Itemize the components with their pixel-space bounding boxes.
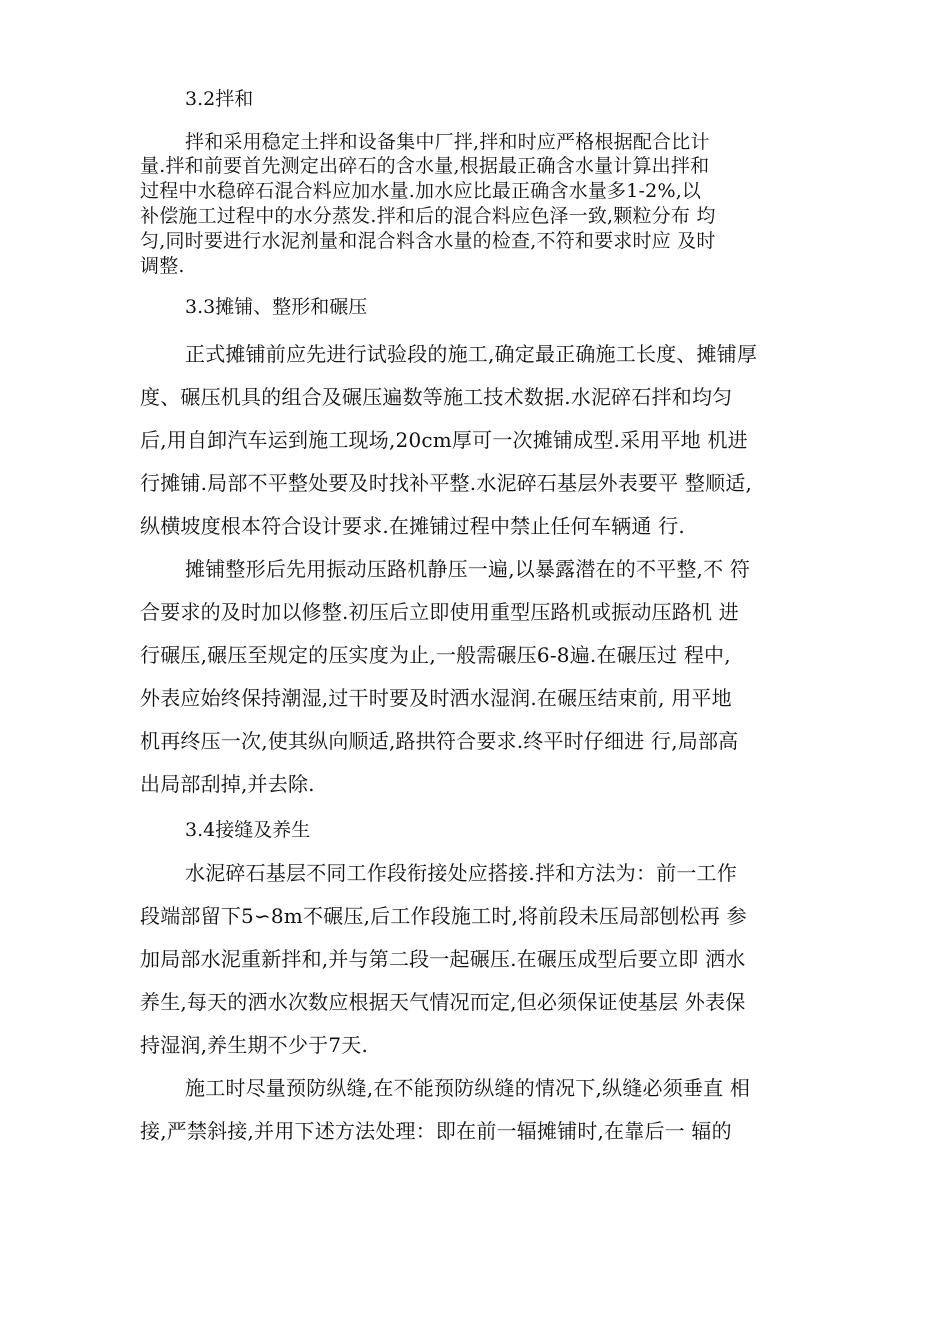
paragraph-line: 机再终压一次,使其纵向顺适,路拱符合要求.终平时仔细进 行,局部高: [140, 729, 739, 753]
paragraph-line: 补偿施工过程中的水分蒸发.拌和后的混合料应色泽一致,颗粒分布 均: [140, 205, 716, 227]
paragraph-line: 正式摊铺前应先进行试验段的施工,确定最正确施工长度、摊铺厚: [185, 342, 758, 366]
section-heading: 3.4接缝及养生: [185, 819, 311, 841]
paragraph-line: 匀,同时要进行水泥剂量和混合料含水量的检查,不符和要求时应 及时: [140, 230, 716, 252]
paragraph-line: 外表应始终保持潮湿,过干时要及时洒水湿润.在碾压结束前, 用平地: [140, 686, 732, 710]
paragraph-line: 拌和采用稳定土拌和设备集中厂拌,拌和时应严格根据配合比计: [185, 131, 710, 153]
paragraph-line: 过程中水稳碎石混合料应加水量.加水应比最正确含水量多1-2%,以: [140, 180, 702, 202]
section-heading: 3.3摊铺、整形和碾压: [185, 296, 368, 318]
paragraph-line: 摊铺整形后先用振动压路机静压一遍,以暴露潜在的不平整,不 符: [185, 557, 751, 581]
paragraph-line: 水泥碎石基层不同工作段衔接处应搭接.拌和方法为：前一工作: [185, 861, 737, 885]
paragraph-line: 行碾压,碾压至规定的压实度为止,一般需碾压6-8遍.在碾压过 程中,: [140, 643, 731, 667]
paragraph-line: 调整.: [140, 255, 185, 277]
paragraph-line: 量.拌和前要首先测定出碎石的含水量,根据最正确含水量计算出拌和: [140, 155, 710, 177]
paragraph-line: 出局部刮掉,并去除.: [140, 772, 315, 796]
section-heading: 3.2拌和: [185, 88, 254, 110]
paragraph-line: 养生,每天的洒水次数应根据天气情况而定,但必须保证使基层 外表保: [140, 990, 746, 1014]
paragraph-line: 合要求的及时加以修整.初压后立即使用重型压路机或振动压路机 进: [140, 600, 739, 624]
paragraph-line: 纵横坡度根本符合设计要求.在摊铺过程中禁止任何车辆通 行.: [140, 514, 685, 538]
paragraph-line: 行摊铺.局部不平整处要及时找补平整.水泥碎石基层外表要平 整顺适,: [140, 471, 753, 495]
paragraph-line: 施工时尽量预防纵缝,在不能预防纵缝的情况下,纵缝必须垂直 相: [185, 1076, 751, 1100]
paragraph-line: 度、碾压机具的组合及碾压遍数等施工技术数据.水泥碎石拌和均匀: [140, 385, 733, 409]
paragraph-line: 持湿润,养生期不少于7天.: [140, 1033, 369, 1057]
paragraph-line: 段端部留下5∽8m不碾压,后工作段施工时,将前段未压局部刨松再 参: [140, 904, 747, 928]
paragraph-line: 后,用自卸汽车运到施工现场,20cm厚可一次摊铺成型.采用平地 机进: [140, 428, 748, 452]
paragraph-line: 加局部水泥重新拌和,并与第二段一起碾压.在碾压成型后要立即 洒水: [140, 947, 746, 971]
paragraph-line: 接,严禁斜接,并用下述方法处理：即在前一辐摊铺时,在靠后一 辐的: [140, 1119, 732, 1143]
